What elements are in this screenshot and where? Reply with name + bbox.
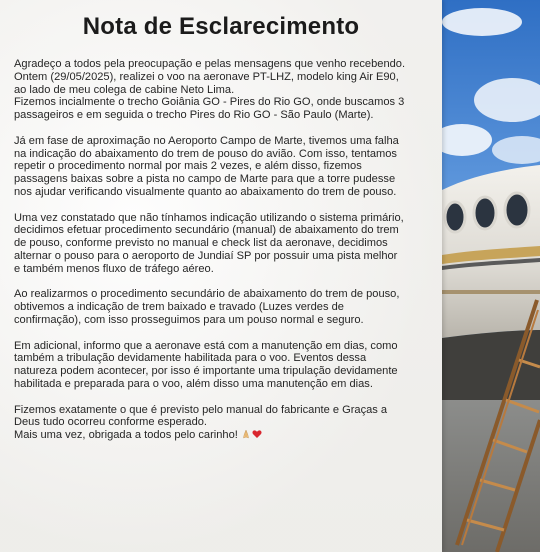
text-line: na indicação do abaixamento do trem de pouso do avião. Com isso, tentamos (14, 147, 397, 160)
text-line: também a tribulação devidamente habilitada para o voo. Eventos dessa (14, 352, 367, 365)
text-line: Agradeço a todos pela preocupação e pelas mensagens que venho recebendo. (14, 58, 406, 70)
paragraph-approach (14, 135, 434, 199)
paragraph-closing (14, 404, 434, 443)
text-line: Fizemos exatamente o que é previsto pelo manual do fabricante e Graças a (14, 403, 388, 416)
paragraph-thanks (14, 58, 434, 122)
text-line: Ontem (29/05/2025), realizei o voo na aeronave PT-LHZ, modelo king Air E90, (14, 70, 399, 83)
note-body (14, 58, 434, 456)
text-line: habilitada e preparada para o voo, além disso uma manutenção em dias. (14, 377, 373, 390)
airplane-photo-art (442, 0, 540, 552)
text-line: Já em fase de aproximação no Aeroporto Campo de Marte, tivemos uma falha (14, 134, 399, 147)
text-line: confirmação), com isso prosseguimos para um pouso normal e seguro. (14, 313, 364, 326)
text-line: passageiros e em seguida o trecho Pires do Rio GO - São Paulo (Marte). (14, 109, 374, 122)
text-line: Em adicional, informo que a aeronave está com a manutenção em dias, como (14, 339, 398, 352)
text-line: obtivemos a indicação de trem baixado e travado (Luzes verdes de (14, 301, 344, 314)
text-line: e também menos fluxo de tráfego aéreo. (14, 262, 214, 275)
paragraph-maintenance (14, 340, 434, 391)
text-line: alternar o pouso para o aeroporto de Jundiaí SP por possuir uma pista melhor (14, 249, 398, 262)
text-line: repetir o procedimento normal por mais 2 vezes, e além disso, fizemos (14, 160, 362, 173)
text-line: natureza podem acontecer, por isso é importante uma tripulação devidamente (14, 365, 398, 378)
text-line: Deus tudo ocorreu conforme esperado. (14, 416, 208, 429)
paragraph-secondary-procedure (14, 212, 434, 276)
praying-hands-icon (241, 429, 251, 439)
red-heart-icon (252, 429, 262, 439)
text-line: Uma vez constatado que não tínhamos indicação utilizando o sistema primário, (14, 211, 404, 224)
text-line: Mais uma vez, obrigada a todos pelo carinho! (14, 429, 238, 442)
paragraph-landing (14, 288, 434, 326)
text-line: nos ajudar verificando visualmente quanto ao abaixamento do trem de pouso. (14, 185, 397, 198)
note-title: Nota de Esclarecimento (82, 13, 360, 40)
emoji-group (241, 429, 262, 443)
text-line: de pouso, conforme previsto no manual e check list da aeronave, decidimos (14, 237, 388, 250)
airplane-photo (442, 0, 540, 552)
text-line: passagens baixas sobre a pista no campo de Marte para que a torre pudesse (14, 173, 396, 186)
text-line: Ao realizarmos o procedimento secundário de abaixamento do trem de pouso, (14, 288, 400, 301)
text-line: ao lado de meu colega de cabine Neto Lima. (14, 83, 235, 96)
text-line: decidimos efetuar procedimento secundário (manual) de abaixamento do trem (14, 224, 399, 237)
closing-line (14, 429, 434, 443)
text-line: Fizemos incialmente o trecho Goiânia GO - Pires do Rio GO, onde buscamos 3 (14, 96, 405, 109)
